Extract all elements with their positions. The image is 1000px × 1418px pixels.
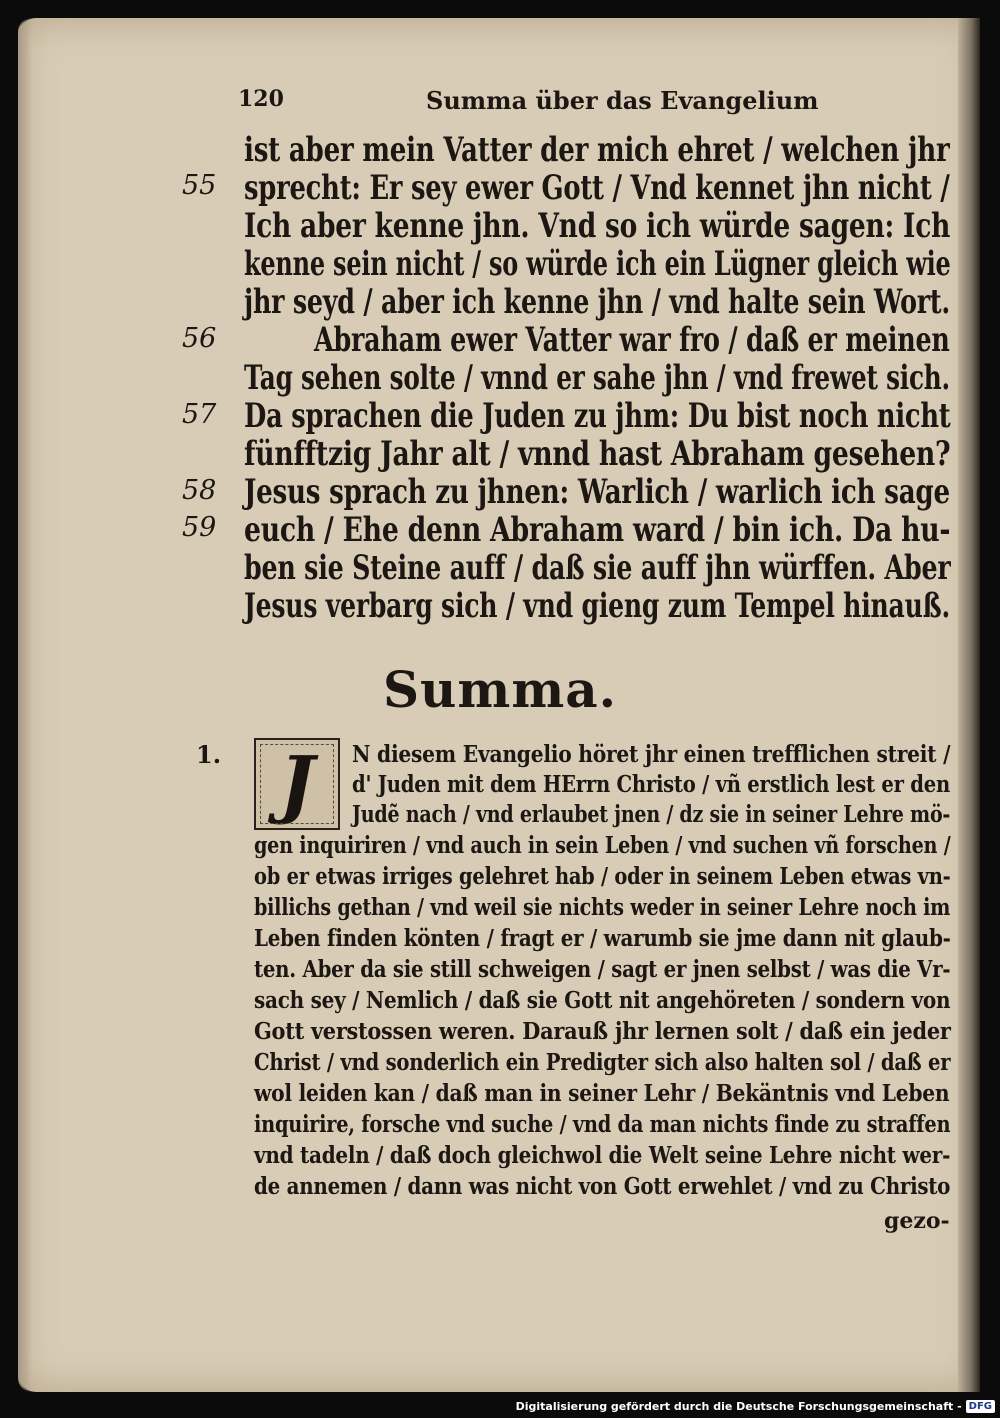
summa-line: d' Juden mit dem HErrn Christo / vñ erstlich lest er den bbox=[352, 770, 950, 798]
summa-heading: Summa. bbox=[382, 660, 618, 719]
verse-line: Abraham ewer Vatter war fro / daß er meinen bbox=[314, 320, 950, 360]
verse-line: Tag sehen solte / vnnd er sahe jhn / vnd frewet sich. bbox=[244, 358, 950, 398]
summa-line: ten. Aber da sie still schweigen / sagt er jnen selbst / was die Vr- bbox=[254, 955, 951, 983]
summa-line: gen inquiriren / vnd auch in sein Leben / vnd suchen vñ forschen / bbox=[254, 831, 951, 859]
section-number: 1. bbox=[196, 740, 222, 769]
running-title: Summa über das Evangelium bbox=[426, 86, 819, 115]
catchword: gezo- bbox=[884, 1208, 950, 1234]
page-number: 120 bbox=[238, 86, 284, 112]
credit-text: Digitalisierung gefördert durch die Deutsche Forschungsgemeinschaft - bbox=[515, 1399, 962, 1413]
summa-line: de annemen / dann was nicht von Gott erwehlet / vnd zu Christo bbox=[254, 1172, 951, 1200]
verse-number: 57 bbox=[182, 399, 217, 430]
summa-line: ob er etwas irriges gelehret hab / oder in seinem Leben etwas vn- bbox=[254, 862, 951, 890]
summa-line: vnd tadeln / daß doch gleichwol die Welt seine Lehre nicht wer- bbox=[254, 1141, 951, 1169]
summa-line: Christ / vnd sonderlich ein Predigter sich also halten sol / daß er bbox=[254, 1048, 951, 1076]
summa-line: inquirire, forsche vnd suche / vnd da man nichts finde zu straffen bbox=[254, 1110, 951, 1138]
verse-line: kenne sein nicht / so würde ich ein Lügner gleich wie bbox=[244, 244, 951, 284]
summa-line: billichs gethan / vnd weil sie nichts weder in seiner Lehre noch im bbox=[254, 893, 951, 921]
summa-line: Gott verstossen weren. Darauß jhr lernen solt / daß ein jeder bbox=[254, 1017, 951, 1045]
verse-line: Jesus verbarg sich / vnd gieng zum Tempel hinauß. bbox=[244, 586, 950, 626]
digitization-credit bbox=[515, 1396, 995, 1416]
verse-line: ben sie Steine auff / daß sie auff jhn würffen. Aber bbox=[244, 548, 951, 588]
verse-number: 56 bbox=[182, 323, 217, 354]
verse-line: euch / Ehe denn Abraham ward / bin ich. Da hu- bbox=[244, 510, 951, 550]
dfg-logo: DFG bbox=[966, 1400, 995, 1413]
verse-line: Ich aber kenne jhn. Vnd so ich würde sagen: Ich bbox=[244, 206, 951, 246]
verse-number: 58 bbox=[182, 475, 217, 506]
verse-line: ist aber mein Vatter der mich ehret / welchen jhr bbox=[244, 130, 950, 170]
summa-line: Judẽ nach / vnd erlaubet jnen / dz sie in seiner Lehre mö- bbox=[352, 800, 951, 828]
verse-line: Da sprachen die Juden zu jhm: Du bist noch nicht bbox=[244, 396, 951, 436]
decorated-initial: J bbox=[254, 738, 340, 830]
verse-line: Jesus sprach zu jhnen: Warlich / warlich ich sage bbox=[244, 472, 950, 512]
verse-number: 55 bbox=[182, 170, 217, 201]
verse-number: 59 bbox=[182, 512, 217, 543]
summa-line: N diesem Evangelio höret jhr einen trefflichen streit / bbox=[352, 740, 951, 768]
verse-line: fünfftzig Jahr alt / vnnd hast Abraham gesehen? bbox=[244, 434, 951, 474]
verse-line: jhr seyd / aber ich kenne jhn / vnd halte sein Wort. bbox=[244, 282, 950, 322]
summa-line: sach sey / Nemlich / daß sie Gott nit angehöreten / sondern von bbox=[254, 986, 951, 1014]
verse-line: sprecht: Er sey ewer Gott / Vnd kennet jhn nicht / bbox=[244, 168, 950, 208]
summa-line: Leben finden könten / fragt er / warumb sie jme dann nit glaub- bbox=[254, 924, 951, 952]
page-header bbox=[238, 86, 819, 120]
summa-line: wol leiden kan / daß man in seiner Lehr / Bekäntnis vnd Leben bbox=[254, 1079, 950, 1107]
